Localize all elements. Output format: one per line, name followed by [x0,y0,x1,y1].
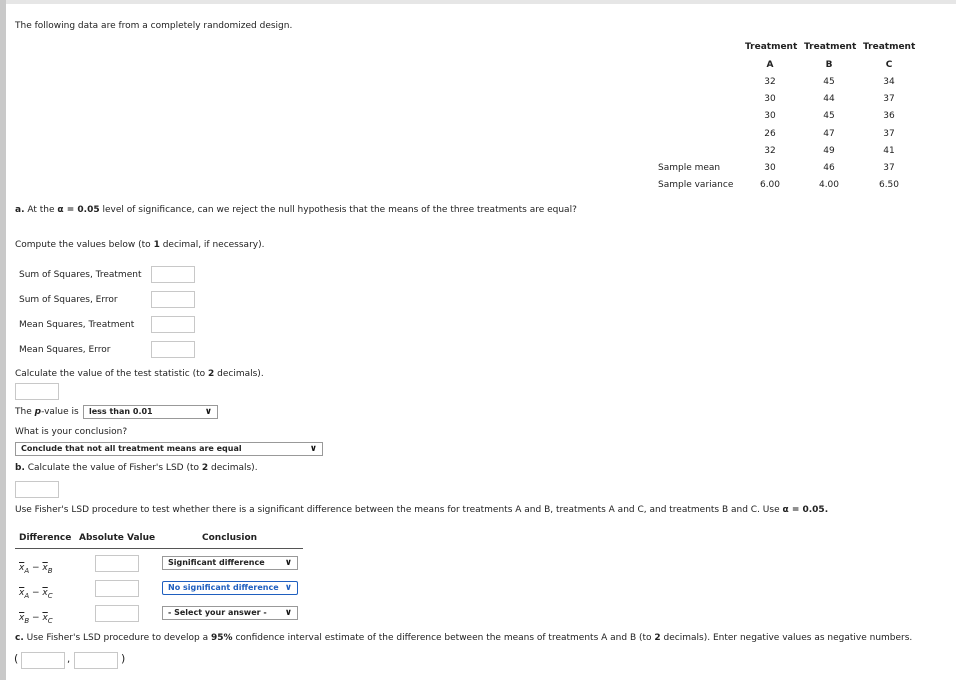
header-treatment-b: Treatment [804,42,857,52]
pvalue-post: -value is [41,407,79,417]
sub-a: A [24,591,30,600]
header-a: A [766,60,774,70]
conclusion-selected: Conclude that not all treatment means are equal [21,444,242,453]
part-c-pct: 95% [211,633,233,643]
part-b-text-num: 2 [201,463,209,473]
abs-value-bc-input[interactable] [95,605,139,622]
cell: 34 [883,77,895,87]
conclusion-select[interactable] [15,442,323,456]
conclusion-ab-select[interactable] [162,556,298,570]
part-b-text-post: decimals). [211,463,258,473]
pvalue-p: p [34,407,42,417]
test-stat-num: 2 [208,369,215,379]
cell: 45 [823,77,835,87]
col-difference: Difference [19,533,72,543]
test-stat-pre: Calculate the value of the test statistic (to [15,369,206,379]
left-border [0,0,6,680]
chevron-down-icon: ∨ [284,558,292,568]
abs-value-ab-input[interactable] [95,555,139,572]
ci-lower-input[interactable] [21,652,65,669]
minus: − [32,563,40,573]
ss-error-label: Sum of Squares, Error [19,295,118,305]
sub-b: B [47,566,53,575]
compute-instruction [15,240,264,250]
sub-b: B [24,616,30,625]
header-b: B [825,60,833,70]
sub-a: A [24,566,30,575]
chevron-down-icon: ∨ [309,444,317,454]
xbar-a: $\overline{x}$ [19,563,25,573]
xbar-a: $\overline{x}$ [19,588,25,598]
part-c-text-post: decimals). Enter negative values as negative numbers. [663,633,913,643]
part-a-question-pre: At the [27,205,55,215]
xbar-c: $\overline{x}$ [42,588,48,598]
sub-c: C [47,591,53,600]
part-a-prefix: a. [15,205,25,215]
procedure-alpha: α = 0.05. [782,505,829,515]
sample-mean-a: 30 [764,163,776,173]
ss-treatment-label: Sum of Squares, Treatment [19,270,142,280]
cell: 37 [883,129,895,139]
part-c-text-mid: confidence interval estimate of the difference between the means of treatments A and B (to [235,633,652,643]
chevron-down-icon: ∨ [204,407,212,417]
part-c-num: 2 [654,633,661,643]
sample-variance-b: 4.00 [818,180,840,190]
xbar-b: $\overline{x}$ [19,613,25,623]
header-treatment-a: Treatment [745,42,798,52]
pvalue-select[interactable] [83,405,218,419]
conclusion-ac-selected: No significant difference [168,583,279,592]
conclusion-bc-selected: - Select your answer - [168,608,267,617]
sub-c: C [47,616,53,625]
xbar-c: $\overline{x}$ [42,613,48,623]
conclusion-question: What is your conclusion? [15,427,128,437]
part-c-text-pre: Use Fisher's LSD procedure to develop a [26,633,209,643]
sample-variance-a: 6.00 [759,180,781,190]
pvalue-pre: The [15,407,32,417]
part-c-question [15,633,912,643]
sample-variance-label: Sample variance [658,180,734,190]
compute-num: 1 [153,240,160,250]
minus: − [32,613,40,623]
ms-error-input[interactable] [151,341,195,358]
diff-label-ac [19,588,53,600]
ci-upper-input[interactable] [74,652,118,669]
part-c-prefix: c. [15,633,24,643]
minus: − [32,588,40,598]
cell: 30 [764,111,776,121]
ss-error-input[interactable] [151,291,195,308]
part-a-question-post: level of significance, can we reject the null hypothesis that the means of the three treatments are equal? [102,205,577,215]
sample-mean-b: 46 [823,163,835,173]
test-stat-post: decimals). [217,369,264,379]
ss-treatment-input[interactable] [151,266,195,283]
table-divider [15,548,303,549]
cell: 26 [764,129,776,139]
chevron-down-icon: ∨ [284,583,292,593]
cell: 37 [883,94,895,104]
procedure-text [15,505,828,515]
lsd-input[interactable] [15,481,59,498]
top-border [6,0,956,4]
part-b-prefix: b. [15,463,25,473]
compute-post: decimal, if necessary). [162,240,265,250]
part-a-question [15,205,577,215]
cell: 32 [764,77,776,87]
chevron-down-icon: ∨ [284,608,292,618]
cell: 44 [823,94,835,104]
xbar-b: $\overline{x}$ [42,563,48,573]
diff-label-bc [19,613,53,625]
cell: 49 [823,146,835,156]
conclusion-bc-select[interactable] [162,606,298,620]
cell: 30 [764,94,776,104]
cell: 32 [764,146,776,156]
abs-value-ac-input[interactable] [95,580,139,597]
conclusion-ab-selected: Significant difference [168,558,265,567]
sample-variance-c: 6.50 [878,180,900,190]
compute-pre: Compute the values below (to [15,240,151,250]
col-absolute-value: Absolute Value [79,533,156,543]
pvalue-label [15,407,79,417]
diff-label-ab [19,563,53,575]
col-conclusion: Conclusion [202,533,258,543]
ms-treatment-label: Mean Squares, Treatment [19,320,135,330]
alpha-value: α = 0.05 [57,205,100,215]
open-paren: ( [14,652,19,665]
ms-error-label: Mean Squares, Error [19,345,111,355]
procedure-pre: Use Fisher's LSD procedure to test whether there is a significant difference between the means for treatments A and B, treatments A and C, and treatments B and C. Use [15,505,780,515]
ms-treatment-input[interactable] [151,316,195,333]
cell: 36 [883,111,895,121]
sample-mean-label: Sample mean [658,163,721,173]
pvalue-selected: less than 0.01 [89,407,153,416]
part-b-question [15,463,258,473]
conclusion-ac-select[interactable] [162,581,298,595]
header-treatment-c: Treatment [863,42,916,52]
test-stat-input[interactable] [15,383,59,400]
cell: 41 [883,146,895,156]
test-stat-instruction [15,369,264,379]
close-paren: ) [121,652,126,665]
comma: , [67,654,71,665]
sample-mean-c: 37 [883,163,895,173]
intro-text: The following data are from a completely randomized design. [15,21,293,31]
cell: 47 [823,129,835,139]
part-b-text-pre: Calculate the value of Fisher's LSD (to [27,463,199,473]
cell: 45 [823,111,835,121]
header-c: C [885,60,893,70]
